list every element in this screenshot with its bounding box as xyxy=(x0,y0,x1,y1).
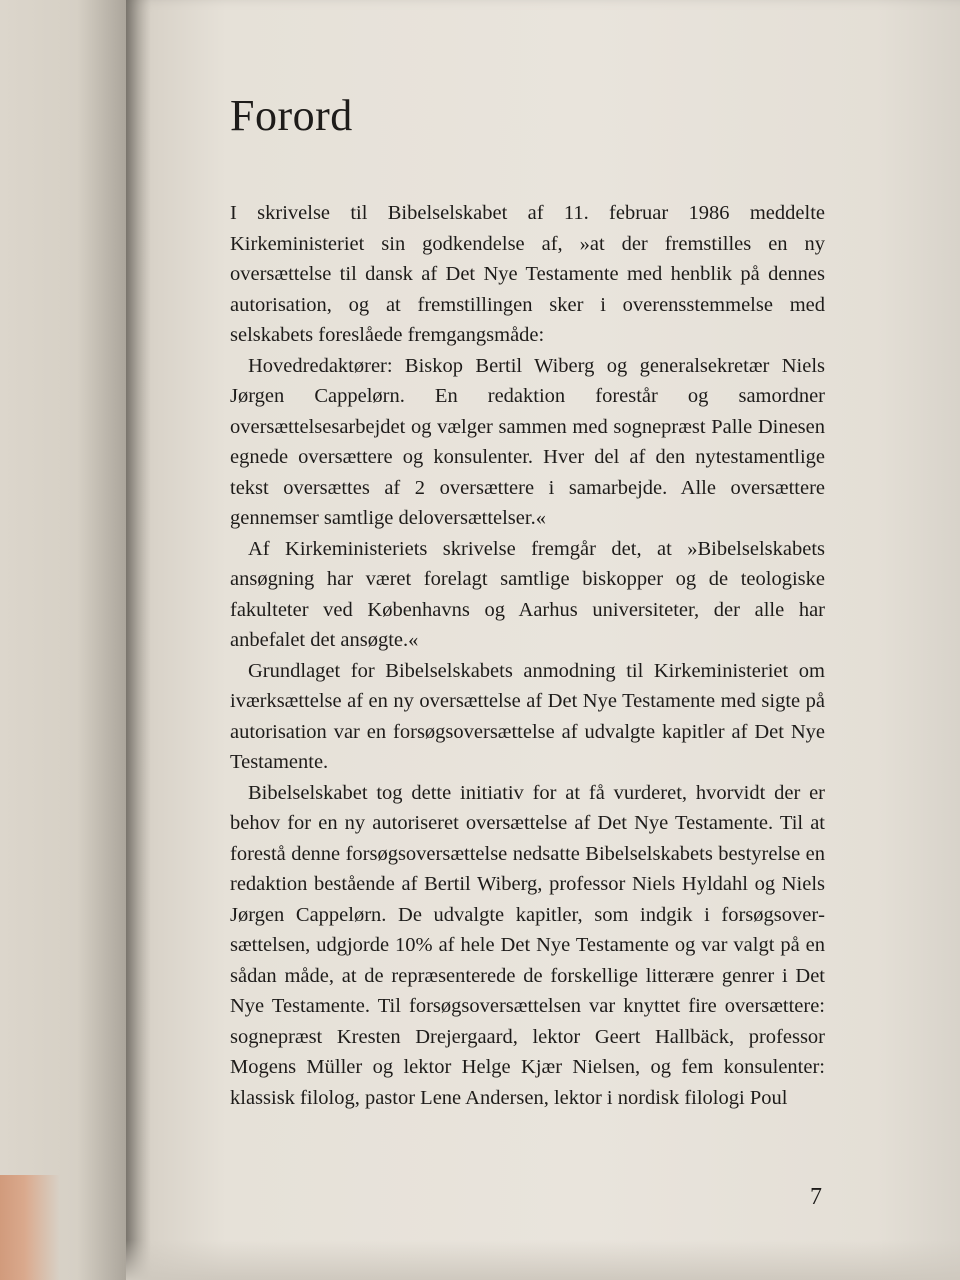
paragraph: Hovedredaktører: Biskop Bertil Wiberg og generalsekretær Niels Jørgen Cappelørn. En redaktion forestår og samordner oversættelsesarbejdet og vælger sammen med sognepræst Palle Dinesen egnede oversættere og konsulenter. Hver del af den nytestamentlige tekst oversættes af 2 oversættere i samarbejde. Alle oversættere gennemser samtlige deloversættelser.« xyxy=(230,354,825,530)
book-cover-edge xyxy=(0,1175,60,1280)
left-page xyxy=(0,0,140,1280)
paragraph: Bibelselskabet tog dette initiativ for at få vurderet, hvorvidt der er behov for en ny autoriseret oversættelse af Det Nye Testamente. Til at forestå denne forsøgsoversættelse nedsatte Bibelselskabets bestyrelse en redaktion bestående af Bertil Wiberg, professor Niels Hyldahl og Niels Jørgen Cappelørn. De udvalgte kapitler, som indgik i forsøgsoversættelsen, udgjorde 10% af hele Det Nye Testamente og var valgt på en sådan måde, at de repræsenterede de forskellige litterære genrer i Det Nye Testamente. Til forsøgsoversættelsen var knyttet fire oversættere: sognepræst Kresten Drejergaard, lektor Geert Hallbäck, professor Mogens Müller og lektor Helge Kjær Nielsen, og fem konsulenter: klassisk filolog, pastor Lene Andersen, lektor i nordisk filologi Poul xyxy=(230,781,825,1109)
paragraph: Af Kirkeministeriets skrivelse fremgår det, at »Bibelselskabets ansøgning har været forelagt samtlige biskopper og de teologiske fakulteter ved Københavns og Aarhus universiteter, der alle har anbefalet det ansøgte.« xyxy=(230,537,825,652)
paragraph: Grundlaget for Bibelselskabets anmodning til Kirkeministeriet om iværksættelse af en ny oversættelse af Det Nye Testamente med sigte på autorisation var en forsøgsoversættelse af udvalgte kapitler af Det Nye Testamente. xyxy=(230,659,825,774)
body-text xyxy=(230,198,825,1113)
chapter-title: Forord xyxy=(230,91,353,140)
page-number: 7 xyxy=(810,1184,822,1210)
paragraph: I skrivelse til Bibelselskabet af 11. februar 1986 meddelte Kirkeministeriet sin godkendelse af, »at der fremstilles en ny oversættelse til dansk af Det Nye Testamente med henblik på dennes autorisation, og at fremstillingen sker i overensstemmelse med selskabets foreslåede fremgangsmåde: xyxy=(230,202,825,347)
page-content xyxy=(230,92,825,1113)
page-bottom-shadow xyxy=(126,1240,960,1280)
